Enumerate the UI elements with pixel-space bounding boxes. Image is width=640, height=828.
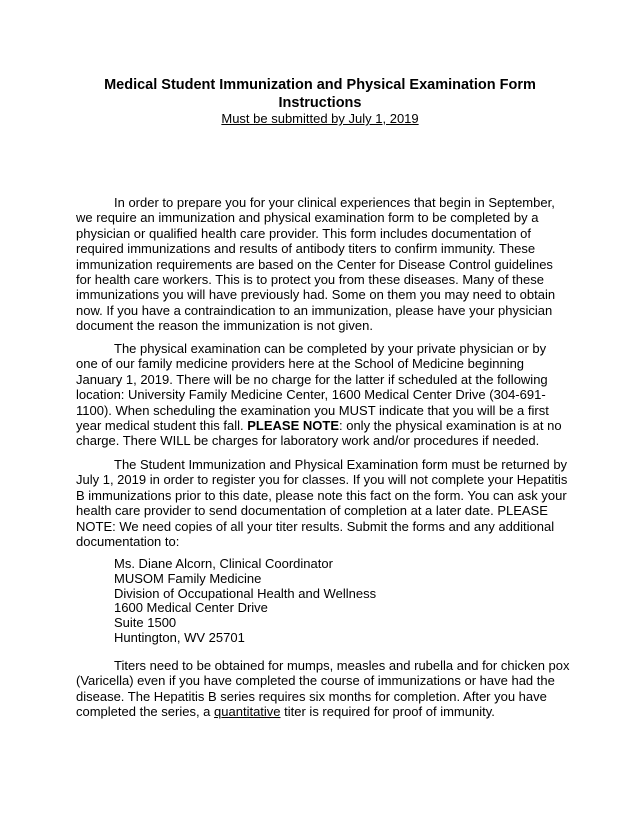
titers-text-end: titer is required for proof of immunity. xyxy=(280,704,495,720)
return-form-paragraph: The Student Immunization and Physical Examination form must be returned by July 1, 2019 in order to register you for classes. If you will not complete your Hepatitis B immunizations prior to this date, please note this fact on the form. You can ask your health care provider to send documentation of completion at a later date. PLEASE NOTE: We need copies of all your titer results. Submit the forms and any additional documentation to: xyxy=(76,457,568,550)
mailing-address xyxy=(114,557,376,646)
submission-deadline: Must be submitted by July 1, 2019 xyxy=(221,111,419,126)
physical-exam-text: The physical examination can be completed by your private physician or by one of our family medicine providers here at the School of Medicine beginning January 1, 2019. There will be no charge for the latter if scheduled at the following location: University Family Medicine Center, 1600 Medical Center Drive (304-691-1100). When scheduling the examination you MUST indicate that you will be a first year medical student this fall. xyxy=(76,341,549,434)
titers-paragraph xyxy=(76,658,570,720)
physical-exam-paragraph xyxy=(76,341,570,449)
document-title: Medical Student Immunization and Physical Examination Form xyxy=(104,77,536,93)
quantitative-underlined: quantitative xyxy=(214,704,281,720)
please-note-label: PLEASE NOTE xyxy=(247,418,339,434)
address-line-suite: Suite 1500 xyxy=(114,615,177,631)
physical-exam-note-text: : only the physical examination is at no charge. There WILL be charges for laboratory work and/or procedures if needed. xyxy=(76,418,562,449)
titers-text: Titers need to be obtained for mumps, measles and rubella and for chicken pox (Varicella) even if you have completed the course of immunizations or have had the disease. The Hepatitis B series requires six months for completion. After you have completed the series, a xyxy=(76,658,570,720)
address-line-city: Huntington, WV 25701 xyxy=(114,629,245,645)
address-line-name: Ms. Diane Alcorn, Clinical Coordinator xyxy=(114,556,333,571)
address-line-street: 1600 Medical Center Drive xyxy=(114,600,268,616)
address-line-department: MUSOM Family Medicine xyxy=(114,570,262,586)
intro-paragraph: In order to prepare you for your clinical experiences that begin in September, we require an immunization and physical examination form to be completed by a physician or qualified health care provider. This form includes documentation of required immunizations and results of antibody titers to confirm immunity. These immunization requirements are based on the Center for Disease Control guidelines for health care workers. This is to protect you from these diseases. Many of these immunizations you will have previously had. Some on them you may need to obtain now. If you have a contraindication to an immunization, please have your physician document the reason the immunization is not given. xyxy=(76,195,556,334)
address-line-division: Division of Occupational Health and Wellness xyxy=(114,585,377,601)
document-title-instructions: Instructions xyxy=(278,95,362,111)
